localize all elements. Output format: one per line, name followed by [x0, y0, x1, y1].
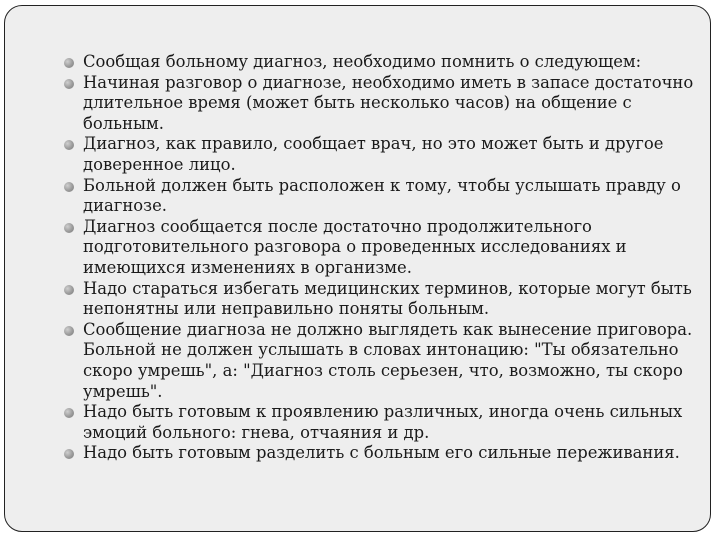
- bullet-icon: [64, 285, 74, 295]
- list-item: [64, 402, 696, 443]
- list-item-text: Сообщение диагноза не должно выглядеть как вынесение приговора. Больной не должен услышать в словах интонацию: "Ты обязательно скоро умрешь", а: "Диагноз столь серьезен, что, возможно, ты скоро умрешь".: [83, 319, 693, 401]
- bullet-icon: [64, 182, 74, 192]
- list-item-text: Диагноз, как правило, сообщает врач, но это может быть и другое доверенное лицо.: [83, 134, 664, 174]
- list-item: [64, 320, 696, 402]
- list-item-text: Больной должен быть расположен к тому, чтобы услышать правду о диагнозе.: [83, 175, 681, 216]
- list-item: [64, 176, 696, 217]
- bullet-icon: [64, 408, 74, 418]
- list-item-text: Надо быть готовым к проявлению различных, иногда очень сильных эмоций больного: гнева, отчаяния и др.: [83, 402, 683, 442]
- list-item: [64, 52, 696, 73]
- bullet-list: [64, 52, 696, 464]
- list-item-text: Надо стараться избегать медицинских терминов, которые могут быть непонятны или неправильно поняты больным.: [83, 278, 692, 319]
- bullet-icon: [64, 326, 74, 336]
- list-item-text: Надо быть готовым разделить с больным его сильные переживания.: [83, 443, 680, 463]
- list-item: [64, 73, 696, 135]
- list-item: [64, 134, 696, 175]
- list-item: [64, 443, 696, 464]
- list-item: [64, 217, 696, 279]
- bullet-icon: [64, 140, 74, 150]
- list-item-text: Сообщая больному диагноз, необходимо помнить о следующем:: [83, 52, 642, 71]
- bullet-icon: [64, 79, 74, 89]
- list-item: [64, 279, 696, 320]
- bullet-icon: [64, 58, 74, 68]
- bullet-icon: [64, 223, 74, 233]
- list-item-text: Диагноз сообщается после достаточно продолжительного подготовительного разговора о проведенных исследованиях и имеющихся изменениях в организме.: [83, 216, 627, 277]
- list-item-text: Начиная разговор о диагнозе, необходимо иметь в запасе достаточно длительное время (может быть несколько часов) на общение с больным.: [83, 72, 694, 133]
- bullet-icon: [64, 449, 74, 459]
